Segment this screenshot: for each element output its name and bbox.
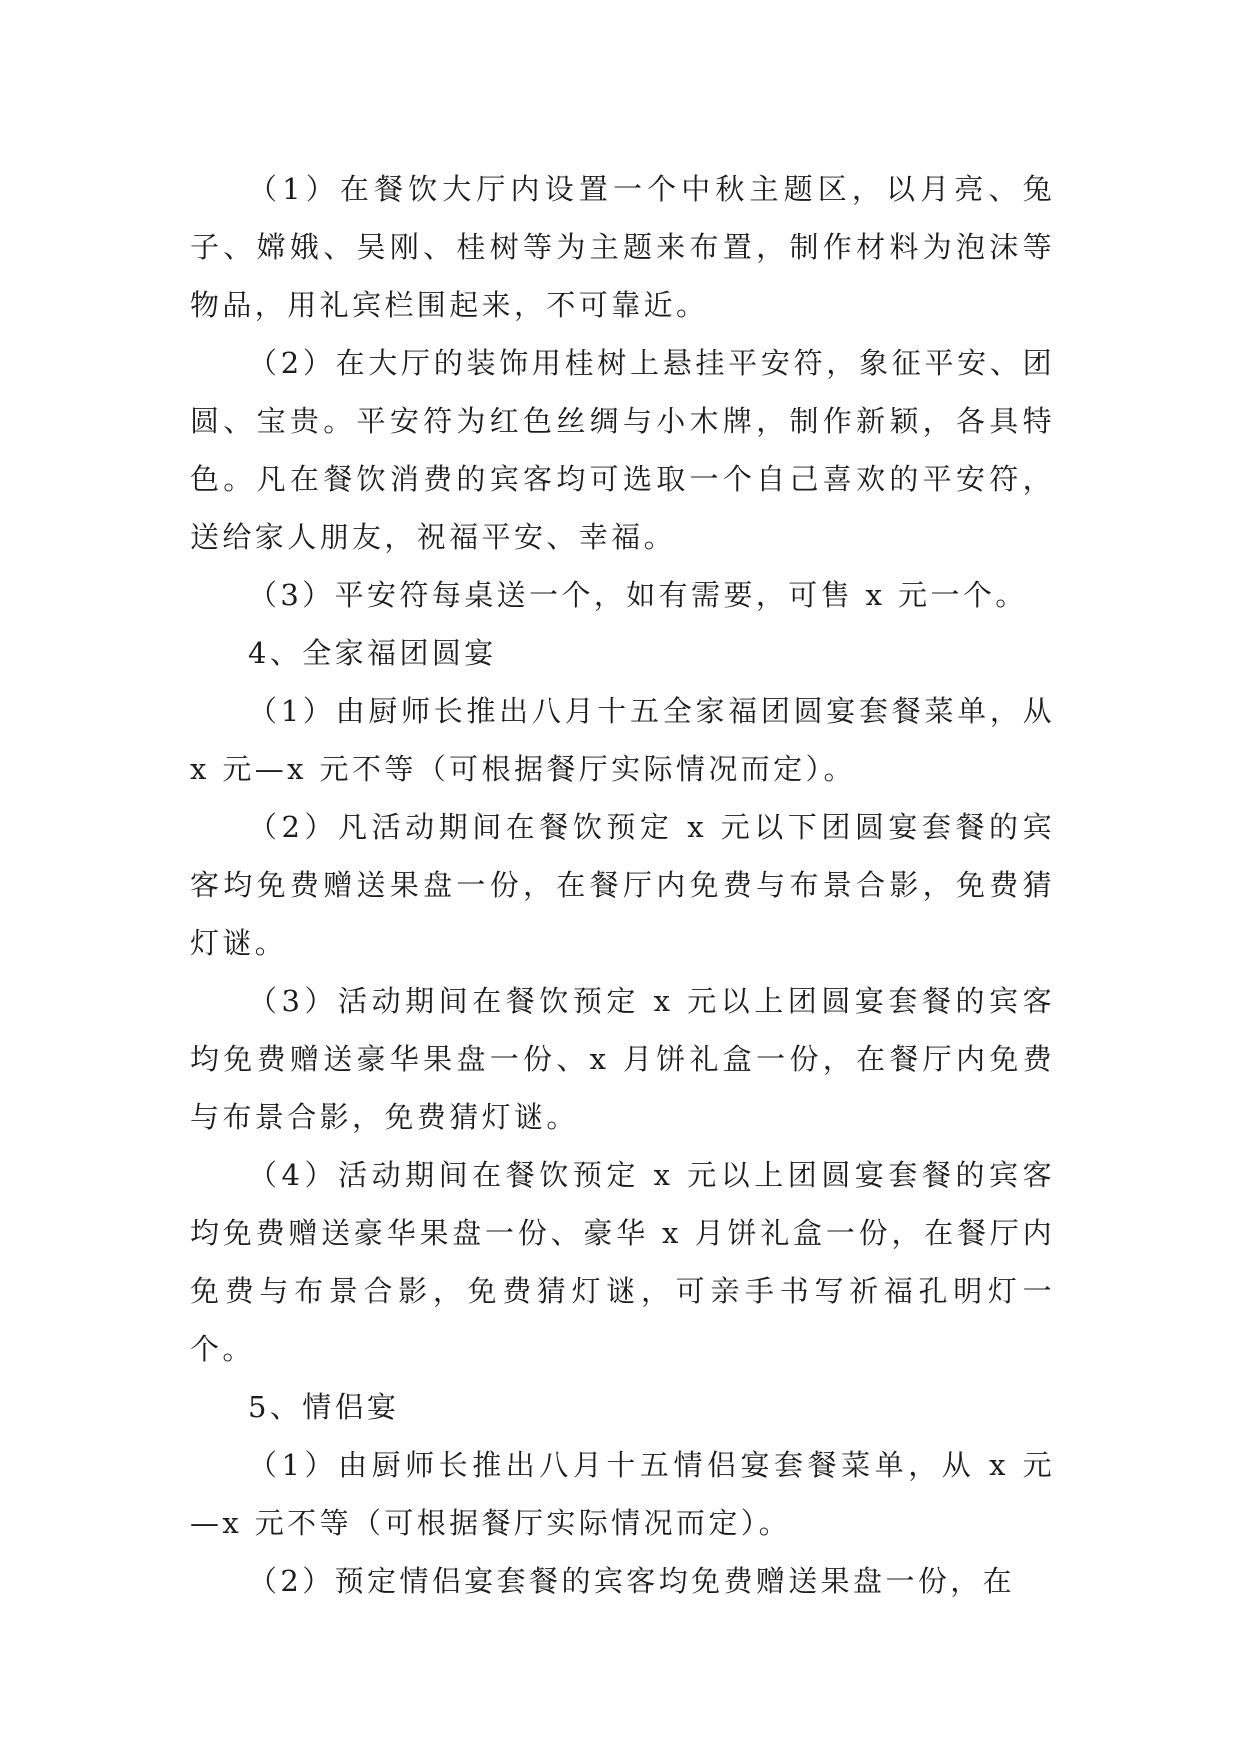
paragraph-charm-price: （3）平安符每桌送一个，如有需要，可售 x 元一个。 xyxy=(248,578,1028,612)
section-heading-family-banquet: 4、全家福团圆宴 xyxy=(248,636,497,670)
section-heading-couple-banquet: 5、情侣宴 xyxy=(248,1390,400,1424)
paragraph-theme-area: （1）在餐饮大厅内设置一个中秋主题区，以月亮、兔子、嫦娥、吴刚、桂树等为主题来布置，制作材料为泡沫等物品，用礼宾栏围起来，不可靠近。 xyxy=(190,172,1055,322)
paragraph-couple-menu: （1）由厨师长推出八月十五情侣宴套餐菜单，从 x 元—x 元不等（可根据餐厅实际情况而定）。 xyxy=(190,1448,1055,1540)
paragraph-couple-offer: （2）预定情侣宴套餐的宾客均免费赠送果盘一份，在 xyxy=(248,1564,1016,1598)
paragraph-peace-charm: （2）在大厅的装饰用桂树上悬挂平安符，象征平安、团圆、宝贵。平安符为红色丝绸与小木牌，制作新颖，各具特色。凡在餐饮消费的宾客均可选取一个自己喜欢的平安符，送给家人朋友，祝福平安、幸福。 xyxy=(190,346,1055,554)
paragraph-family-offer-premium: （4）活动期间在餐饮预定 x 元以上团圆宴套餐的宾客均免费赠送豪华果盘一份、豪华 x 月饼礼盒一份，在餐厅内免费与布景合影，免费猜灯谜，可亲手书写祈福孔明灯一个。 xyxy=(190,1158,1055,1366)
paragraph-family-offer-above: （3）活动期间在餐饮预定 x 元以上团圆宴套餐的宾客均免费赠送豪华果盘一份、x 月饼礼盒一份，在餐厅内免费与布景合影，免费猜灯谜。 xyxy=(190,984,1055,1134)
document-body xyxy=(190,160,1055,1610)
paragraph-family-menu: （1）由厨师长推出八月十五全家福团圆宴套餐菜单，从 x 元—x 元不等（可根据餐厅实际情况而定）。 xyxy=(190,694,1055,786)
paragraph-family-offer-below: （2）凡活动期间在餐饮预定 x 元以下团圆宴套餐的宾客均免费赠送果盘一份，在餐厅内免费与布景合影，免费猜灯谜。 xyxy=(190,810,1055,960)
